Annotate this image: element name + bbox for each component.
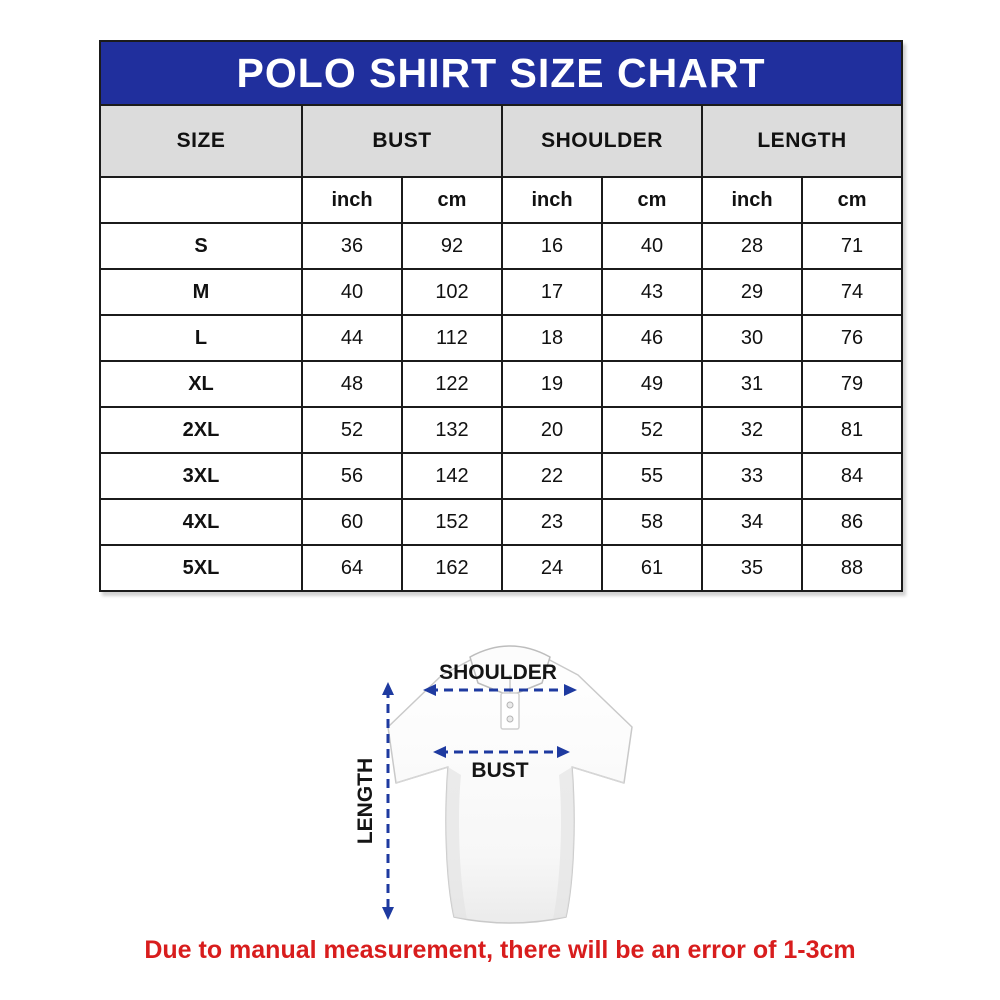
- size-cell: 4XL: [100, 499, 302, 545]
- column-header-bust: BUST: [302, 105, 502, 177]
- table-cell: 43: [602, 269, 702, 315]
- table-cell: 20: [502, 407, 602, 453]
- table-cell: 18: [502, 315, 602, 361]
- length-measure-arrow: [382, 682, 394, 920]
- size-cell: XL: [100, 361, 302, 407]
- table-cell: 31: [702, 361, 802, 407]
- table-cell: 56: [302, 453, 402, 499]
- table-cell: 122: [402, 361, 502, 407]
- table-cell: 76: [802, 315, 902, 361]
- table-cell: 22: [502, 453, 602, 499]
- table-row-5xl: [100, 545, 902, 591]
- column-header-size: SIZE: [100, 105, 302, 177]
- size-chart-table: [99, 40, 903, 592]
- table-cell: 49: [602, 361, 702, 407]
- table-cell: 162: [402, 545, 502, 591]
- table-cell: 112: [402, 315, 502, 361]
- table-cell: 48: [302, 361, 402, 407]
- table-cell: 40: [302, 269, 402, 315]
- table-cell: 81: [802, 407, 902, 453]
- table-row-4xl: [100, 499, 902, 545]
- table-cell: 36: [302, 223, 402, 269]
- table-cell: 102: [402, 269, 502, 315]
- unit-header: cm: [602, 177, 702, 223]
- table-cell: 64: [302, 545, 402, 591]
- table-cell: 88: [802, 545, 902, 591]
- table-cell: 29: [702, 269, 802, 315]
- unit-header: inch: [302, 177, 402, 223]
- size-cell: L: [100, 315, 302, 361]
- shoulder-label: SHOULDER: [439, 661, 557, 684]
- unit-header: cm: [802, 177, 902, 223]
- table-cell: 19: [502, 361, 602, 407]
- table-cell: 52: [602, 407, 702, 453]
- column-header-shoulder: SHOULDER: [502, 105, 702, 177]
- size-cell: 2XL: [100, 407, 302, 453]
- table-cell: 58: [602, 499, 702, 545]
- table-cell: 46: [602, 315, 702, 361]
- table-cell: 84: [802, 453, 902, 499]
- polo-shirt-image: [388, 646, 632, 923]
- table-cell: 71: [802, 223, 902, 269]
- length-label: LENGTH: [354, 757, 377, 845]
- unit-header: inch: [502, 177, 602, 223]
- table-cell: 132: [402, 407, 502, 453]
- size-cell: 3XL: [100, 453, 302, 499]
- measurement-error-note: Due to manual measurement, there will be an error of 1-3cm: [144, 936, 856, 964]
- table-cell: 34: [702, 499, 802, 545]
- bust-label: BUST: [471, 759, 529, 782]
- unit-header-row: [100, 177, 902, 223]
- size-cell: 5XL: [100, 545, 302, 591]
- table-row-xl: [100, 361, 902, 407]
- table-cell: 23: [502, 499, 602, 545]
- page-title: POLO SHIRT SIZE CHART: [100, 41, 902, 105]
- measurement-diagram: [330, 635, 680, 940]
- table-cell: 60: [302, 499, 402, 545]
- table-row-2xl: [100, 407, 902, 453]
- table-cell: 24: [502, 545, 602, 591]
- size-chart: [99, 40, 903, 592]
- title-row: [100, 41, 902, 105]
- table-cell: 17: [502, 269, 602, 315]
- table-cell: 40: [602, 223, 702, 269]
- column-header-length: LENGTH: [702, 105, 902, 177]
- unit-header: inch: [702, 177, 802, 223]
- table-cell: 28: [702, 223, 802, 269]
- unit-header: cm: [402, 177, 502, 223]
- table-cell: 32: [702, 407, 802, 453]
- size-cell: S: [100, 223, 302, 269]
- table-cell: 55: [602, 453, 702, 499]
- table-cell: 92: [402, 223, 502, 269]
- column-group-header-row: [100, 105, 902, 177]
- table-cell: 35: [702, 545, 802, 591]
- table-cell: 30: [702, 315, 802, 361]
- table-cell: 152: [402, 499, 502, 545]
- table-row-l: [100, 315, 902, 361]
- table-row-s: [100, 223, 902, 269]
- table-cell: 79: [802, 361, 902, 407]
- table-cell: 61: [602, 545, 702, 591]
- table-cell: 33: [702, 453, 802, 499]
- unit-header-empty: [100, 177, 302, 223]
- size-cell: M: [100, 269, 302, 315]
- table-cell: 74: [802, 269, 902, 315]
- table-row-m: [100, 269, 902, 315]
- table-cell: 142: [402, 453, 502, 499]
- table-cell: 16: [502, 223, 602, 269]
- table-cell: 52: [302, 407, 402, 453]
- table-cell: 86: [802, 499, 902, 545]
- table-cell: 44: [302, 315, 402, 361]
- table-row-3xl: [100, 453, 902, 499]
